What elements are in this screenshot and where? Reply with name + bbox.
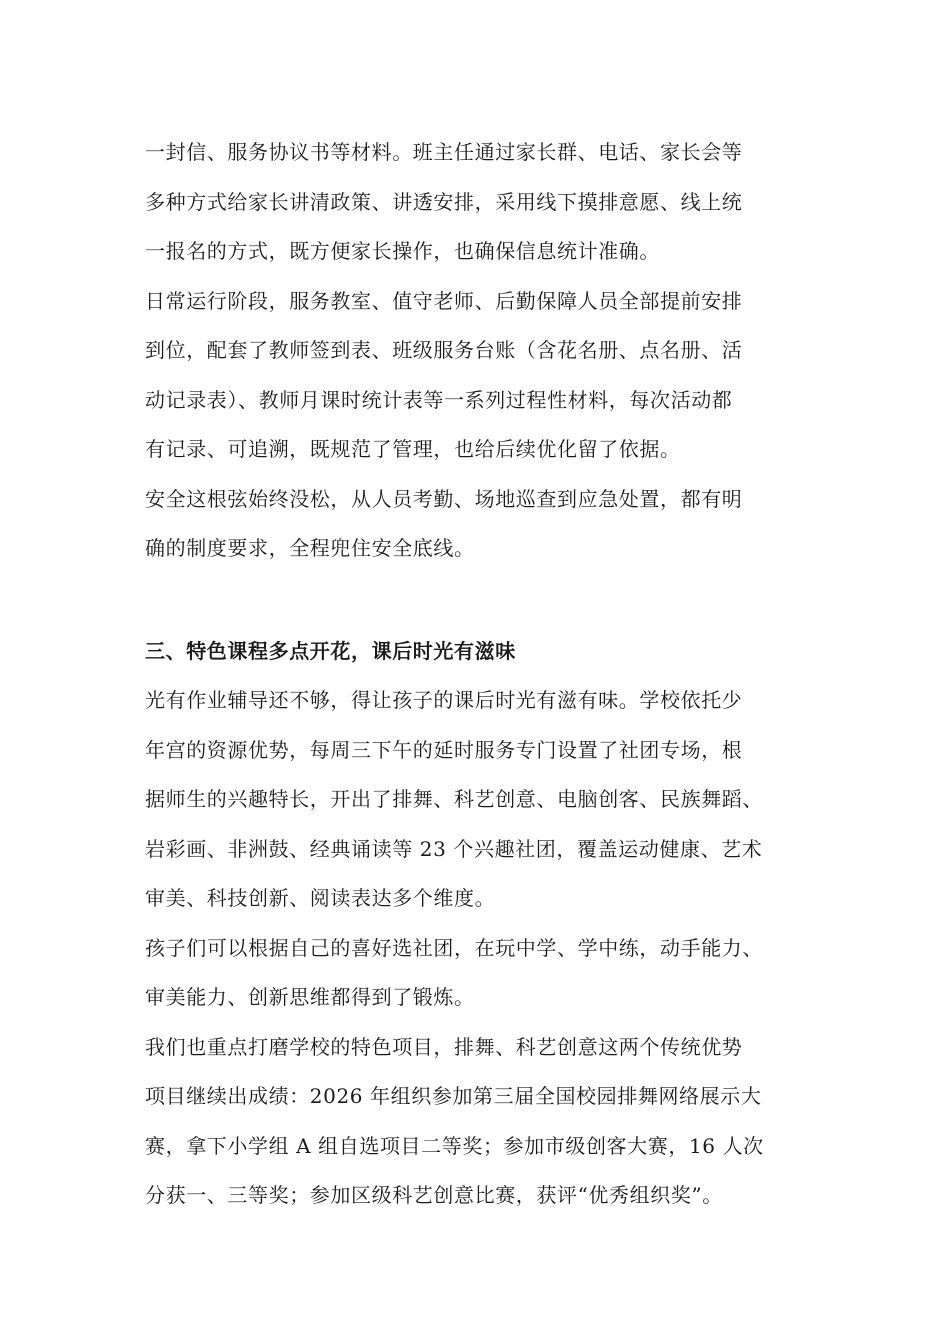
text-line: 确的制度要求，全程兜住安全底线。 bbox=[145, 536, 475, 560]
paragraph-children-choice bbox=[145, 924, 845, 1023]
paragraph-clubs bbox=[145, 676, 845, 924]
text-line: 有记录、可追溯，既规范了管理，也给后续优化留了依据。 bbox=[145, 437, 681, 461]
text-line: 一封信、服务协议书等材料。班主任通过家长群、电话、家长会等 bbox=[145, 140, 743, 164]
text-line: 赛，拿下小学组 A 组自选项目二等奖；参加市级创客大赛，16 人次 bbox=[145, 1133, 764, 1158]
paragraph-daily-operation bbox=[145, 277, 845, 475]
text-line: 据师生的兴趣特长，开出了排舞、科艺创意、电脑创客、民族舞蹈、 bbox=[145, 787, 763, 811]
text-line: 孩子们可以根据自己的喜好选社团，在玩中学、学中练，动手能力、 bbox=[145, 935, 763, 960]
text-line: 分获一、三等奖；参加区级科艺创意比赛，获评“优秀组织奖”。 bbox=[145, 1183, 723, 1207]
text-line: 项目继续出成绩：2026 年组织参加第三届全国校园排舞网络展示大 bbox=[145, 1084, 762, 1108]
text-line: 动记录表）、教师月课时统计表等一系列过程性材料，每次活动都 bbox=[145, 387, 733, 412]
text-line: 光有作业辅导还不够，得让孩子的课后时光有滋有味。学校依托少 bbox=[145, 688, 743, 712]
document-body bbox=[145, 128, 845, 1221]
text-line: 多种方式给家长讲清政策、讲透安排，采用线下摸排意愿、线上统 bbox=[145, 189, 743, 214]
paragraph-notice-materials bbox=[145, 128, 845, 277]
paragraph-achievements bbox=[145, 1023, 845, 1221]
text-line: 我们也重点打磨学校的特色项目，排舞、科艺创意这两个传统优势 bbox=[145, 1034, 743, 1059]
section-spacer bbox=[145, 574, 845, 627]
text-line: 安全这根弦始终没松，从人员考勤、场地巡查到应急处置，都有明 bbox=[145, 486, 743, 511]
text-line: 岩彩画、非洲鼓、经典诵读等 23 个兴趣社团，覆盖运动健康、艺术 bbox=[145, 836, 763, 861]
section-heading: 三、特色课程多点开花，课后时光有滋味 bbox=[145, 638, 516, 663]
text-line: 年宫的资源优势，每周三下午的延时服务专门设置了社团专场，根 bbox=[145, 737, 743, 762]
text-line: 日常运行阶段，服务教室、值守老师、后勤保障人员全部提前安排 bbox=[145, 288, 743, 313]
text-line: 审美、科技创新、阅读表达多个维度。 bbox=[145, 886, 496, 910]
text-line: 一报名的方式，既方便家长操作，也确保信息统计准确。 bbox=[145, 239, 660, 263]
text-line: 到位，配套了教师签到表、班级服务台账（含花名册、点名册、活 bbox=[145, 338, 743, 362]
text-line: 审美能力、创新思维都得到了锻炼。 bbox=[145, 985, 475, 1009]
paragraph-safety bbox=[145, 475, 845, 574]
